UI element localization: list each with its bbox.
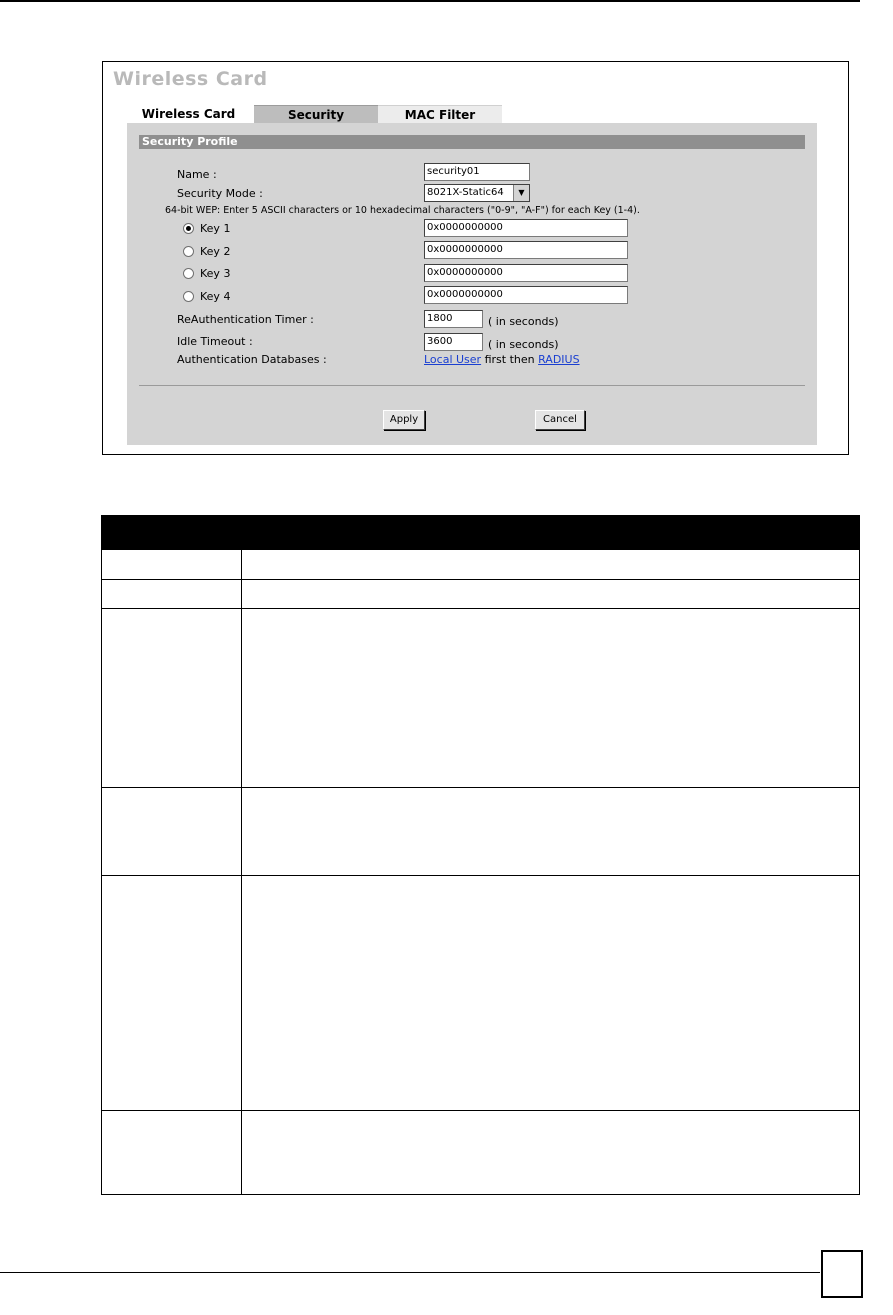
key2-label: Key 2 xyxy=(200,245,231,258)
table-row xyxy=(102,609,860,788)
apply-button[interactable]: Apply xyxy=(383,410,425,430)
local-user-link[interactable]: Local User xyxy=(424,353,482,366)
name-label: Name : xyxy=(177,168,217,181)
tab-security[interactable]: Security xyxy=(254,105,378,123)
key3-radio[interactable] xyxy=(183,268,194,279)
panel-divider xyxy=(139,385,805,386)
security-mode-label: Security Mode : xyxy=(177,187,263,200)
dropdown-arrow-icon[interactable]: ▼ xyxy=(513,185,529,201)
wep-hint: 64-bit WEP: Enter 5 ASCII characters or 10 hexadecimal characters ("0-9", "A-F") for each Key (1-4). xyxy=(165,205,640,216)
reauth-timer-label: ReAuthentication Timer : xyxy=(177,313,314,326)
key4-radio[interactable] xyxy=(183,291,194,302)
reauth-timer-input[interactable]: 1800 xyxy=(424,310,483,328)
field-description-table xyxy=(101,515,860,1195)
security-mode-value: 8021X-Static64 xyxy=(427,187,504,198)
footer-rule xyxy=(0,1272,820,1273)
auth-databases-value xyxy=(424,353,580,366)
window-title: Wireless Card xyxy=(113,68,268,90)
table-row xyxy=(102,580,860,609)
key4-input[interactable]: 0x0000000000 xyxy=(424,286,628,304)
auth-databases-middle: first then xyxy=(481,353,539,366)
key3-input[interactable]: 0x0000000000 xyxy=(424,264,628,282)
auth-databases-label: Authentication Databases : xyxy=(177,353,327,366)
key1-radio[interactable] xyxy=(183,223,194,234)
key2-input[interactable]: 0x0000000000 xyxy=(424,241,628,259)
key1-label: Key 1 xyxy=(200,222,231,235)
key4-label: Key 4 xyxy=(200,290,231,303)
table-row xyxy=(102,1111,860,1195)
radius-link[interactable]: RADIUS xyxy=(538,353,580,366)
reauth-unit: ( in seconds) xyxy=(488,315,559,328)
key3-label: Key 3 xyxy=(200,267,231,280)
security-mode-select[interactable] xyxy=(424,184,530,202)
page-number-box xyxy=(821,1250,863,1298)
cancel-button[interactable]: Cancel xyxy=(535,410,585,430)
name-input[interactable]: security01 xyxy=(424,163,530,181)
key1-input[interactable]: 0x0000000000 xyxy=(424,219,628,237)
idle-timeout-label: Idle Timeout : xyxy=(177,335,253,348)
tab-wireless-card[interactable]: Wireless Card xyxy=(123,105,254,123)
key2-radio[interactable] xyxy=(183,246,194,257)
table-row xyxy=(102,550,860,580)
idle-unit: ( in seconds) xyxy=(488,338,559,351)
idle-timeout-input[interactable]: 3600 xyxy=(424,333,483,351)
table-row xyxy=(102,876,860,1111)
table-row xyxy=(102,788,860,876)
screenshot-figure xyxy=(102,61,849,455)
section-title: Security Profile xyxy=(139,135,805,149)
tab-mac-filter[interactable]: MAC Filter xyxy=(378,105,502,123)
table-header-row xyxy=(102,516,860,550)
header-rule xyxy=(0,0,860,2)
